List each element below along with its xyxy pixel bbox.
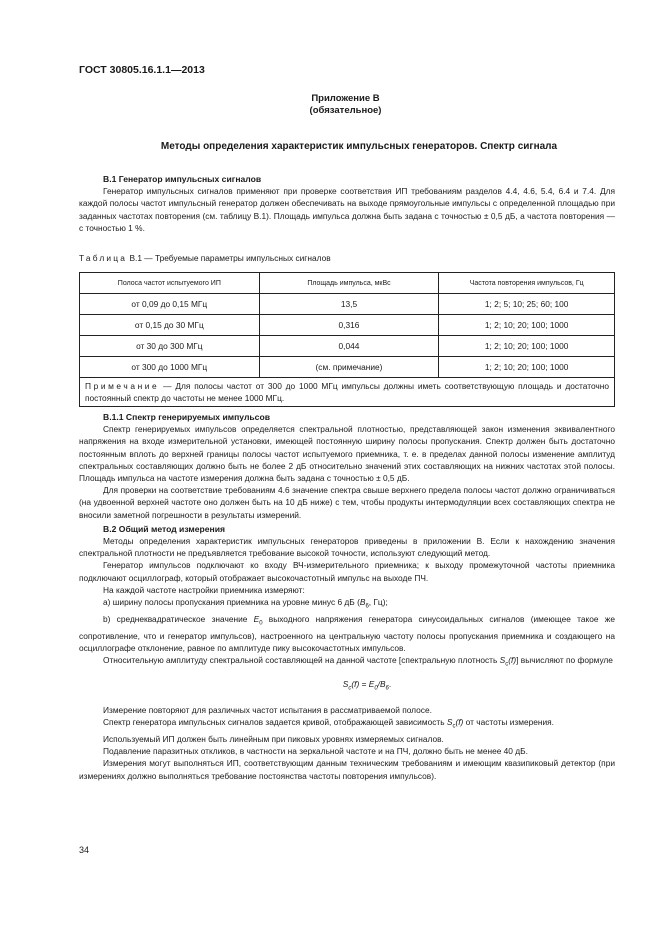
text-fragment: ] вычисляют по формуле [516, 655, 613, 666]
table-note-row [80, 378, 615, 407]
formula [79, 678, 615, 695]
table-cell: 0,044 [259, 336, 439, 357]
list-item-b [79, 613, 615, 654]
page-number: 34 [79, 845, 90, 855]
table-cell: 0,316 [259, 315, 439, 336]
table-row [80, 336, 615, 357]
table-note [80, 378, 615, 407]
table-header-row [80, 273, 615, 294]
table-cell: 1; 2; 10; 20; 100; 1000 [439, 336, 615, 357]
table-cell: 1; 2; 10; 20; 100; 1000 [439, 315, 615, 336]
annex-heading [0, 93, 661, 117]
formula-part: . [388, 679, 392, 690]
section-b1-heading: В.1 Генератор импульсных сигналов [103, 174, 262, 184]
formula-subscript: 0 [374, 685, 378, 692]
formula-subscript: 6 [385, 685, 389, 692]
symbol-argument: (f) [455, 717, 464, 728]
table-cell: от 300 до 1000 МГц [80, 357, 260, 378]
text-fragment: выходного напряжения генератора синусоидальных сигналов (имеющее такое же сопротивление, что и генератор импульсов), настроенного на центральную частоту полосы пропускания приемника и создающего на осциллографе отклонение, равное по амплитуде пику высокочастотных импульсов. [79, 613, 615, 653]
text-fragment: а) ширину полосы пропускания приемника на уровне минус 6 дБ ( [103, 597, 360, 608]
section-b2-paragraph: Генератор импульсов подключают ко входу ВЧ-измерительного приемника; к выходу промежуточной частоты приемника подключают осциллограф, который отображает высокочастотный импульс на выходе ПЧ. [79, 560, 615, 583]
text-fragment: , Гц); [368, 597, 388, 608]
section-b2-paragraph: Измерения могут выполняться ИП, соответствующим данным техническим требованиям и имеющим квазипиковый детектор (при измерениях должно выполняться требование постоянства частоты повторения импульсов). [79, 758, 615, 781]
table-row [80, 315, 615, 336]
section-b11-heading: В.1.1 Спектр генерируемых импульсов [103, 412, 270, 422]
table-caption-prefix: Таблица [79, 253, 128, 263]
formula-subscript: c [348, 685, 352, 692]
table-cell: от 0,15 до 30 МГц [80, 315, 260, 336]
subscript: c [452, 723, 456, 730]
table-row [80, 357, 615, 378]
subscript: 0 [259, 620, 263, 627]
column-header: Площадь импульса, мкВс [259, 273, 439, 294]
table-cell: 1; 2; 10; 20; 100; 1000 [439, 357, 615, 378]
table-cell: 13,5 [259, 294, 439, 315]
section-b2-paragraph: Подавление паразитных откликов, в частности на зеркальной частоте и на ПЧ, должно быть не менее 40 дБ. [103, 746, 528, 757]
annex-title: Приложение В [311, 93, 380, 104]
symbol-argument: (f) [508, 655, 517, 666]
symbol: E [253, 613, 260, 624]
column-header: Полоса частот испытуемого ИП [80, 273, 260, 294]
section-b1 [79, 173, 615, 234]
table-cell: от 0,09 до 0,15 МГц [80, 294, 260, 315]
formula-part: (f) = E [351, 679, 375, 690]
table-cell: (см. примечание) [259, 357, 439, 378]
section-b2-paragraph [79, 716, 615, 733]
sections-b11-b2 [79, 411, 615, 782]
text-fragment: Спектр генератора импульсных сигналов задается кривой, отображающей зависимость [103, 717, 447, 728]
section-b2-heading: В.2 Общий метод измерения [103, 523, 226, 534]
symbol: B [359, 597, 366, 608]
table-cell: от 30 до 300 МГц [80, 336, 260, 357]
section-b2-paragraph: Методы определения характеристик импульсных генераторов приведены в приложении В. Если к нахождению значения спектральной плотности не предъявляется требование высокой точности, используют следующий метод. [79, 536, 615, 559]
text-fragment: Относительную амплитуду спектральной составляющей на данной частоте [спектральную плотность [103, 655, 500, 666]
formula-part: S [342, 679, 349, 690]
symbol: S [499, 655, 506, 666]
table-caption-text: В.1 — Требуемые параметры импульсных сигналов [129, 253, 331, 263]
standard-header: ГОСТ 30805.16.1.1—2013 [79, 64, 205, 76]
section-b11-paragraph: Спектр генерируемых импульсов определяется спектральной плотностью, представляющей закон изменения эквивалентного напряжения на входе измерительной установки, имеющей постоянную ширину полосы пропускания. Спектр должен быть достаточно постоянным вплоть до верхней границы полосы частот испытуемого приемника, т. е. в пределах данной полосы изменение амплитуд спектральных составляющих должно быть не более 2 дБ относительно значений этих составляющих на нижних частотах этой полосы. Площадь импульса на частоте измерения должна быть задана с точностью ± 0,5 дБ. [79, 424, 615, 484]
section-b1-paragraph: Генератор импульсных сигналов применяют при проверке соответствия ИП требованиям разделов 4.4, 4.6, 5.4, 6.4 и 7.4. Для каждой полосы частот импульсный генератор должен обеспечивать на выходе прямоугольные импульсы с определенной площадью при заданных частотах повторения (см. таблицу В.1). Площадь импульса должна быть задана с точностью ± 0,5 дБ, а частота повторения — с точностью 1 %. [79, 186, 615, 233]
table-cell: 1; 2; 5; 10; 25; 60; 100 [439, 294, 615, 315]
note-label: Примечание [85, 381, 160, 391]
text-fragment: b) среднеквадратическое значение [103, 613, 254, 624]
list-item-a [79, 596, 615, 613]
text-fragment: от частоты измерения. [463, 717, 554, 728]
note-text: — Для полосы частот от 300 до 1000 МГц импульсы должны иметь соответствующую площадь и достаточно постоянный спектр до частоты не менее 1000 МГц. [85, 381, 609, 403]
pulse-parameters-table [79, 272, 615, 407]
section-b11-paragraph: Для проверки на соответствие требованиям 4.6 значение спектра свыше верхнего предела полосы частот должно ограничиваться (на удвоенной верхней частоте оно должен быть на 10 дБ ниже) с тем, чтобы продукты интермодуляции всех составляющих спектра не вносили заметной погрешности в результаты измерений. [79, 485, 615, 520]
annex-status: (обязательное) [309, 105, 382, 116]
section-b2-paragraph: Измерение повторяют для различных частот испытания в рассматриваемой полосе. [103, 704, 432, 715]
table-row [80, 294, 615, 315]
table-caption [79, 253, 331, 263]
section-b2-paragraph [79, 654, 615, 671]
section-b2-paragraph: Используемый ИП должен быть линейным при пиковых уровнях измеряемых сигналов. [103, 733, 444, 744]
document-title: Методы определения характеристик импульсных генераторов. Спектр сигнала [160, 141, 558, 152]
section-b2-paragraph: На каждой частоте настройки приемника измеряют: [103, 584, 305, 595]
subscript: 6 [365, 603, 369, 610]
symbol: S [446, 717, 453, 728]
formula-part: /B [377, 679, 386, 690]
column-header: Частота повторения импульсов, Гц [439, 273, 615, 294]
subscript: c [505, 661, 509, 668]
